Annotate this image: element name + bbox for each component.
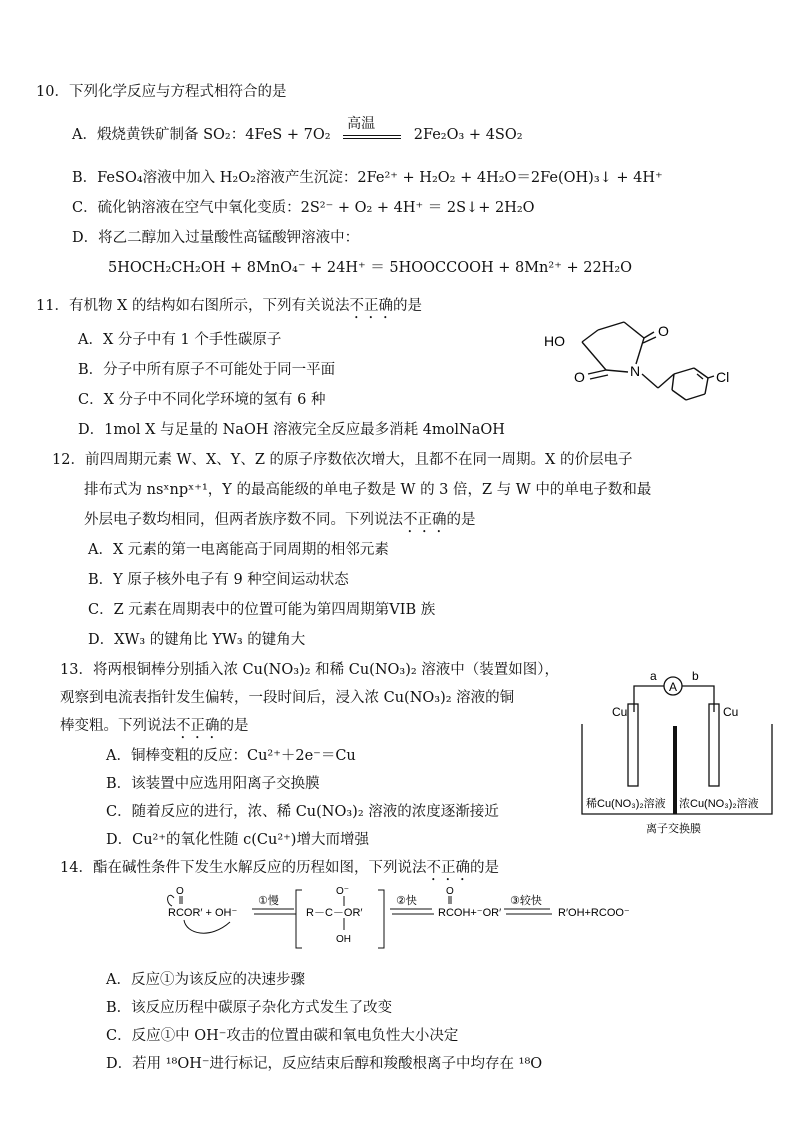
q13-option-c: C．随着反应的进行，浓、稀 Cu(NO₃)₂ 溶液的浓度逐渐接近 [106, 804, 499, 820]
q14-option-a: A．反应①为该反应的决速步骤 [106, 972, 305, 988]
q14-emphasis: 不正确 [426, 860, 470, 876]
q13-line3-text: 棒变粗。下列说法 [60, 718, 176, 734]
q14-option-b: B．该反应历程中碳原子杂化方式发生了改变 [106, 1000, 393, 1016]
q13-cu-left-label: Cu [612, 705, 628, 719]
q14-intermediate-o: O⁻ [336, 886, 350, 897]
q14-step3-products: R′OH+RCOO⁻ [558, 907, 630, 919]
q12-line3 [84, 510, 476, 536]
q14-stem [60, 858, 499, 884]
q10-option-a-products: 2Fe₂O₃ + 4SO₂ [413, 127, 523, 143]
q12-option-d: D．XW₃ 的键角比 YW₃ 的键角大 [88, 632, 306, 648]
q13-membrane-label: 离子交换膜 [646, 823, 701, 835]
q11-struct-o1: O [658, 323, 669, 339]
q13-emphasis: 不正确 [176, 718, 220, 734]
q14-mechanism-diagram [160, 884, 660, 956]
q11-stem [36, 296, 422, 322]
q10-option-c: C．硫化钠溶液在空气中氧化变质：2S²⁻ + O₂ + 4H⁺ ＝ 2S↓+ 2H₂O [72, 200, 535, 216]
q10-equals-arrow [343, 135, 401, 139]
q13-ammeter-label: A [669, 680, 678, 694]
q14-step2-products: RCOH+⁻OR′ [438, 907, 502, 919]
q13-line2: 观察到电流表指针发生偏转，一段时间后，浸入浓 Cu(NO₃)₂ 溶液的铜 [60, 690, 515, 706]
q11-option-b: B．分子中所有原子不可能处于同一平面 [78, 362, 336, 378]
q14-step2-label: ②快 [396, 895, 417, 907]
q14-curved-arrow-2 [184, 920, 230, 933]
q13-line3-end: 的是 [219, 718, 249, 734]
q13-label-a: a [650, 669, 657, 683]
q11-struct-ho: HO [544, 333, 565, 349]
q10-option-b: B．FeSO₄溶液中加入 H₂O₂溶液产生沉淀：2Fe²⁺ + H₂O₂ + 4H₂O＝2Fe(OH)₃↓ + 4H⁺ [72, 170, 663, 186]
q14-intermediate-oh: OH [336, 934, 351, 945]
q13-line3 [60, 716, 249, 742]
q10-condition-label: 高温 [347, 116, 376, 132]
q10-option-a [72, 116, 523, 145]
q13-concentrated-solution-label: 浓Cu(NO₃)₂溶液 [679, 798, 759, 810]
q11-stem-end: 的是 [393, 298, 422, 314]
q10-option-d: D．将乙二醇加入过量酸性高锰酸钾溶液中： [72, 230, 360, 246]
q14-option-d: D．若用 ¹⁸OH⁻进行标记，反应结束后醇和羧酸根离子中均存在 ¹⁸O [106, 1056, 543, 1072]
q14-stem-end: 的是 [469, 860, 499, 876]
q12-line2: 排布式为 nsˣnpˣ⁺¹，Y 的最高能级的单电子数是 W 的 3 倍，Z 与 W 中的单电子数和最 [84, 482, 652, 498]
q12-line3-text: 外层电子数均相同，但两者族序数不同。下列说法 [84, 512, 403, 528]
q13-option-a: A．铜棒变粗的反应：Cu²⁺＋2e⁻＝Cu [106, 748, 356, 764]
q11-structure-diagram [540, 312, 730, 402]
q13-label-b: b [692, 669, 699, 683]
q14-carbonyl-o-1: O [176, 886, 184, 897]
q14-option-c: C．反应①中 OH⁻攻击的位置由碳和氧电负性大小决定 [106, 1028, 459, 1044]
q13-cu-right-label: Cu [723, 705, 739, 719]
q12-option-c: C．Z 元素在周期表中的位置可能为第四周期第VIB 族 [88, 602, 436, 618]
q10-option-a-text: A．煅烧黄铁矿制备 SO₂：4FeS + 7O₂ [72, 127, 331, 143]
q11-stem-text: 11．有机物 X 的结构如右图所示，下列有关说法 [36, 298, 350, 314]
q11-stem-emphasis: 不正确 [349, 298, 393, 314]
q12-line3-end: 的是 [446, 512, 476, 528]
q12-emphasis: 不正确 [403, 512, 447, 528]
q13-line1: 13．将两根铜棒分别插入浓 Cu(NO₃)₂ 和稀 Cu(NO₃)₂ 溶液中（装置如图）， [60, 662, 560, 678]
q13-option-b: B．该装置中应选用阳离子交换膜 [106, 776, 320, 792]
q14-step3-label: ③较快 [510, 895, 542, 907]
q13-apparatus-diagram [578, 664, 778, 844]
q12-option-b: B．Y 原子核外电子有 9 种空间运动状态 [88, 572, 349, 588]
q14-carbonyl-o-2: O [446, 886, 454, 897]
q14-stem-text: 14．酯在碱性条件下发生水解反应的历程如图，下列说法 [60, 860, 427, 876]
q14-ester-reactants: RCOR′ + OH⁻ [168, 907, 238, 919]
q12-option-a: A．X 元素的第一电离能高于同周期的相邻元素 [88, 542, 389, 558]
q10-stem: 10．下列化学反应与方程式相符合的是 [36, 84, 287, 100]
q10-option-d-equation: 5HOCH₂CH₂OH + 8MnO₄⁻ + 24H⁺ ＝ 5HOOCCOOH + 8Mn²⁺ + 22H₂O [108, 260, 633, 276]
q11-struct-n: N [630, 363, 641, 379]
q11-option-d: D．1mol X 与足量的 NaOH 溶液完全反应最多消耗 4molNaOH [78, 422, 505, 438]
q11-option-a: A．X 分子中有 1 个手性碳原子 [78, 332, 282, 348]
q11-struct-o2: O [574, 369, 585, 385]
q13-option-d: D．Cu²⁺的氧化性随 c(Cu²⁺)增大而增强 [106, 832, 369, 848]
q14-intermediate: R－C－OR′ [306, 907, 363, 919]
q11-struct-cl: Cl [716, 369, 730, 385]
q12-line1: 12．前四周期元素 W、X、Y、Z 的原子序数依次增大，且都不在同一周期。X 的价层电子 [52, 452, 633, 468]
q14-curved-arrow-1 [168, 895, 174, 906]
q14-step1-label: ①慢 [258, 895, 279, 907]
q10-heating-condition [341, 116, 403, 145]
q13-dilute-solution-label: 稀Cu(NO₃)₂溶液 [586, 798, 666, 810]
q11-option-c: C．X 分子中不同化学环境的氢有 6 种 [78, 392, 326, 408]
